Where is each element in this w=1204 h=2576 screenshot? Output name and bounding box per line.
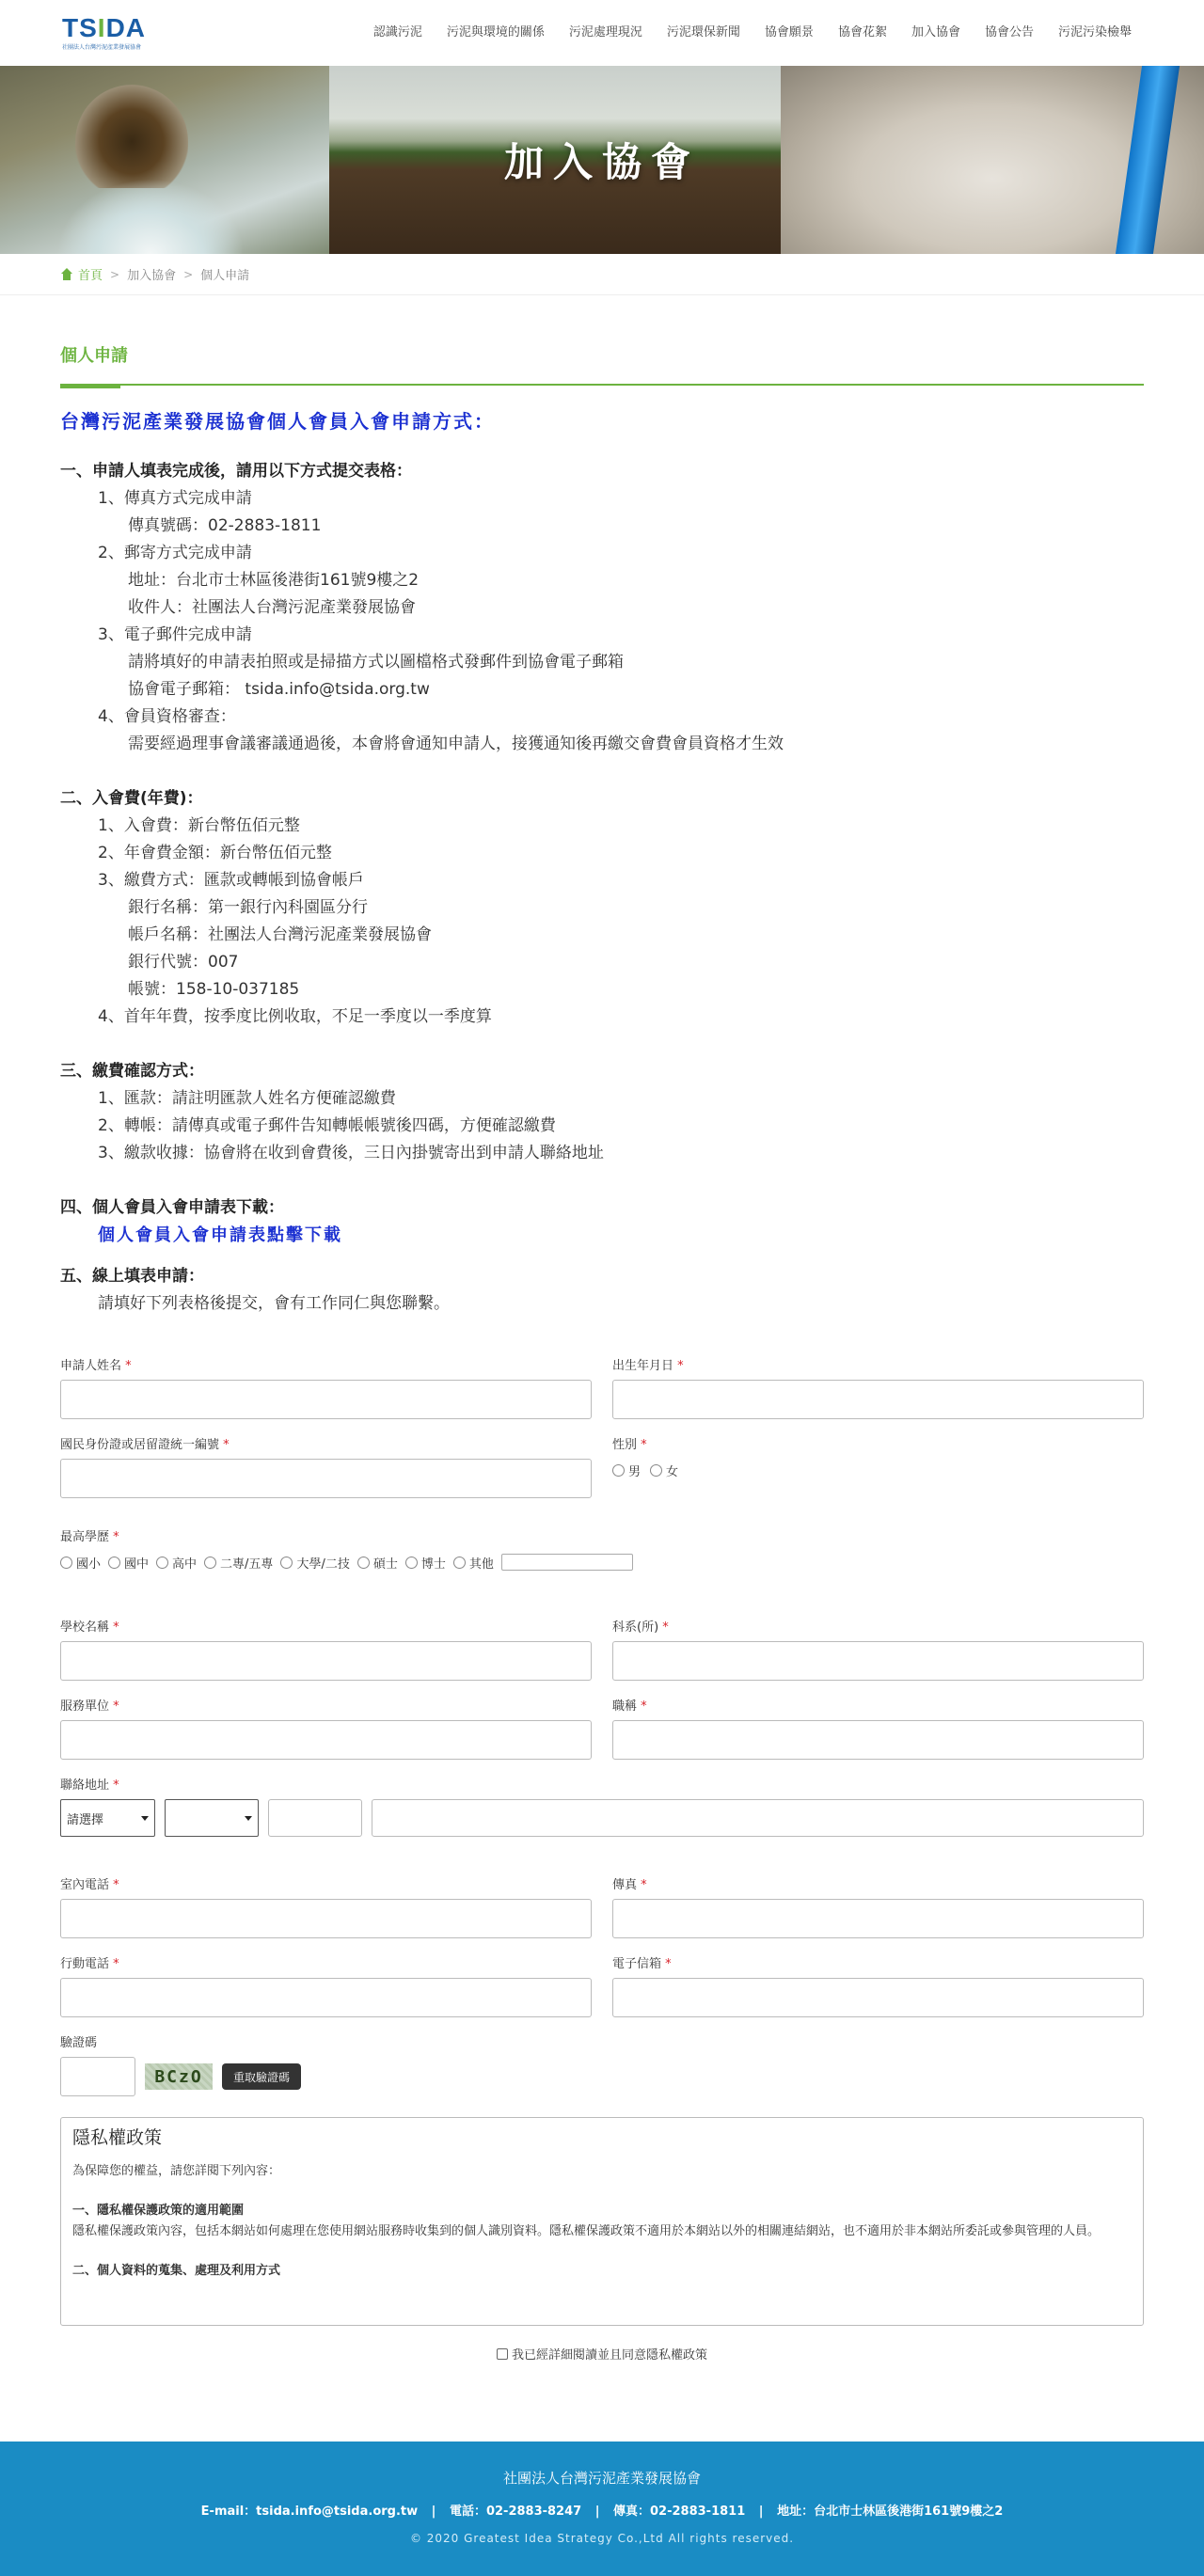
download-form-link[interactable]: 個人會員入會申請表點擊下載 <box>98 1225 342 1245</box>
list-item: 2、轉帳：請傳真或電子郵件告知轉帳帳號後四碼，方便確認繳費 <box>98 1116 556 1135</box>
job-title-input[interactable] <box>612 1720 1144 1760</box>
list-subitem: 銀行代號：007 <box>128 953 239 972</box>
nav-item-join[interactable]: 加入協會 <box>911 25 960 40</box>
reload-captcha-button[interactable]: 重取驗證碼 <box>222 2063 301 2090</box>
breadcrumb <box>0 254 1204 295</box>
list-subitem: 請將填好的申請表拍照或是掃描方式以圖檔格式發郵件到協會電子郵箱 <box>128 653 624 672</box>
department-label: 科系(所) * <box>612 1620 669 1635</box>
school-input[interactable] <box>60 1641 592 1681</box>
address-fields <box>60 1799 1144 1837</box>
district-select[interactable] <box>165 1799 259 1837</box>
job-title-label: 職稱 * <box>612 1699 647 1714</box>
page-title: 個人申請 <box>60 342 1144 386</box>
list-subitem: 協會電子郵箱： tsida.info@tsida.org.tw <box>128 680 430 699</box>
education-other-input[interactable] <box>501 1554 633 1571</box>
gender-radio-female[interactable]: 女 <box>650 1462 678 1479</box>
gender-label: 性別 * <box>612 1438 647 1452</box>
education-radio-other[interactable]: 其他 <box>453 1554 494 1572</box>
privacy-section-2 <box>72 2261 1132 2282</box>
logo-mark: TSIDA <box>62 12 147 42</box>
section-payment-confirm <box>60 1058 1144 1167</box>
phone-label: 室內電話 * <box>60 1878 119 1892</box>
section-heading: 二、入會費(年費)： <box>60 789 203 808</box>
city-select[interactable]: 請選擇 <box>60 1799 155 1837</box>
main-content <box>0 342 1204 2363</box>
list-item: 4、首年年費，按季度比例收取，不足一季度以一季度算 <box>98 1007 492 1026</box>
name-label: 申請人姓名 * <box>60 1359 132 1373</box>
privacy-agree-checkbox[interactable] <box>497 2348 508 2360</box>
nav-item[interactable]: 污泥處理現況 <box>568 25 642 40</box>
gender-radio-group <box>612 1459 1144 1481</box>
gender-radio-male[interactable]: 男 <box>612 1462 641 1479</box>
birth-input[interactable] <box>612 1380 1144 1419</box>
breadcrumb-home[interactable]: 首頁 <box>60 265 103 283</box>
list-item: 2、郵寄方式完成申請 <box>98 544 252 562</box>
privacy-section-heading: 一、隱私權保護政策的適用範圍 <box>72 2204 245 2218</box>
nav-item[interactable]: 協會公告 <box>984 25 1034 40</box>
school-label: 學校名稱 * <box>60 1620 119 1635</box>
footer-fax: 傳真：02-2883-1811 <box>613 2505 746 2519</box>
street-address-input[interactable] <box>372 1799 1144 1837</box>
education-radio[interactable]: 二專/五專 <box>204 1554 273 1572</box>
privacy-policy-box[interactable] <box>60 2117 1144 2326</box>
education-label: 最高學歷 * <box>60 1530 119 1544</box>
chevron-down-icon <box>141 1816 149 1821</box>
application-instructions <box>60 458 1144 1318</box>
birth-label: 出生年月日 * <box>612 1359 684 1373</box>
nav-item[interactable]: 認識污泥 <box>372 25 422 40</box>
footer-separator: | <box>431 2505 436 2519</box>
list-item: 4、會員資格審查： <box>98 707 236 726</box>
education-group <box>60 1526 1144 1573</box>
fax-label: 傳真 * <box>612 1878 647 1892</box>
site-header <box>0 0 1204 66</box>
privacy-section-1 <box>72 2201 1132 2242</box>
section-heading: 四、個人會員入會申請表下載： <box>60 1198 284 1217</box>
site-logo[interactable] <box>62 12 184 51</box>
list-item: 3、電子郵件完成申請 <box>98 625 252 644</box>
education-radio-group <box>60 1551 1144 1573</box>
captcha-input[interactable] <box>60 2057 135 2096</box>
section-online <box>60 1263 1144 1318</box>
education-radio[interactable]: 碩士 <box>357 1554 398 1572</box>
education-radio[interactable]: 國中 <box>108 1554 149 1572</box>
footer-address: 地址：台北市士林區後港街161號9樓之2 <box>777 2505 1004 2519</box>
banner-title: 加入協會 <box>503 139 700 185</box>
chevron-right-icon: > <box>183 267 194 281</box>
email-label: 電子信箱 * <box>612 1957 672 1971</box>
chevron-right-icon: > <box>110 267 120 281</box>
education-radio[interactable]: 高中 <box>156 1554 197 1572</box>
employer-input[interactable] <box>60 1720 592 1760</box>
education-radio[interactable]: 大學/二技 <box>280 1554 349 1572</box>
captcha-group <box>60 2032 1144 2096</box>
nav-item[interactable]: 污泥環保新聞 <box>666 25 740 40</box>
education-radio[interactable]: 國小 <box>60 1554 101 1572</box>
nav-item[interactable]: 協會願景 <box>764 25 814 40</box>
section-download <box>60 1194 1144 1250</box>
footer-copyright: © 2020 Greatest Idea Strategy Co.,Ltd All rights reserved. <box>409 2532 795 2545</box>
list-item: 3、繳費方式：匯款或轉帳到協會帳戶 <box>98 871 364 890</box>
breadcrumb-join[interactable]: 加入協會 <box>127 269 177 283</box>
nav-item[interactable]: 協會花絮 <box>837 25 887 40</box>
section-heading: 五、線上填表申請： <box>60 1267 204 1286</box>
section-submit <box>60 458 1144 758</box>
footer-email: E-mail：tsida.info@tsida.org.tw <box>200 2505 419 2519</box>
online-instruction: 請填好下列表格後提交，會有工作同仁與您聯繫。 <box>98 1294 450 1313</box>
email-input[interactable] <box>612 1978 1144 2017</box>
list-subitem: 帳號：158-10-037185 <box>128 980 300 999</box>
list-subitem: 地址：台北市士林區後港街161號9樓之2 <box>128 571 420 590</box>
id-number-label: 國民身份證或居留證統一編號 * <box>60 1438 230 1452</box>
footer-org-name: 社團法人台灣污泥產業發展協會 <box>502 2470 701 2487</box>
nav-item[interactable]: 污泥污染檢舉 <box>1057 25 1132 40</box>
list-subitem: 需要經過理事會議審議通過後，本會將會通知申請人，接獲通知後再繳交會費會員資格才生效 <box>128 735 784 753</box>
mobile-input[interactable] <box>60 1978 592 2017</box>
chevron-down-icon <box>245 1816 252 1821</box>
employer-label: 服務單位 * <box>60 1699 119 1714</box>
home-icon <box>60 268 73 281</box>
footer-separator: | <box>594 2505 600 2519</box>
captcha-label: 驗證碼 <box>60 2036 98 2050</box>
footer-separator: | <box>758 2505 764 2519</box>
privacy-section-body: 隱私權保護政策內容，包括本網站如何處理在您使用網站服務時收集到的個人識別資料。隱私權保護政策不適用於本網站以外的相關連結網站，也不適用於非本網站所委託或參與管理的人員。 <box>72 2224 1101 2238</box>
list-item: 1、傳真方式完成申請 <box>98 489 252 508</box>
nav-item[interactable]: 污泥與環境的關係 <box>446 25 545 40</box>
main-nav <box>361 0 1144 66</box>
privacy-agree[interactable] <box>60 2345 1144 2363</box>
list-item: 1、匯款：請註明匯款人姓名方便確認繳費 <box>98 1089 396 1108</box>
application-form <box>60 1355 1144 2363</box>
fax-input[interactable] <box>612 1899 1144 1938</box>
list-subitem: 傳真號碼：02-2883-1811 <box>128 516 322 535</box>
education-radio[interactable]: 博士 <box>405 1554 446 1572</box>
privacy-title: 隱私權政策 <box>72 2127 163 2148</box>
name-input[interactable] <box>60 1380 592 1419</box>
footer-phone: 電話：02-2883-8247 <box>449 2505 582 2519</box>
captcha-image: BCzO <box>145 2063 213 2090</box>
site-footer <box>0 2442 1204 2576</box>
list-item: 1、入會費：新台幣伍佰元整 <box>98 816 300 835</box>
privacy-section-heading: 二、個人資料的蒐集、處理及利用方式 <box>72 2264 281 2278</box>
postal-code-input[interactable] <box>268 1799 362 1837</box>
department-input[interactable] <box>612 1641 1144 1681</box>
footer-contact <box>0 2501 1204 2519</box>
address-group <box>60 1775 1144 1837</box>
id-number-input[interactable] <box>60 1459 592 1498</box>
page-banner <box>0 66 1204 254</box>
list-subitem: 收件人：社團法人台灣污泥產業發展協會 <box>128 598 416 617</box>
privacy-intro: 為保障您的權益，請您詳閱下列內容： <box>72 2164 281 2178</box>
phone-input[interactable] <box>60 1899 592 1938</box>
section-fees <box>60 785 1144 1031</box>
breadcrumb-current: 個人申請 <box>200 269 250 283</box>
list-item: 2、年會費金額：新台幣伍佰元整 <box>98 844 332 862</box>
list-subitem: 帳戶名稱：社團法人台灣污泥產業發展協會 <box>128 925 432 944</box>
mobile-label: 行動電話 * <box>60 1957 119 1971</box>
section-heading: 三、繳費確認方式： <box>60 1062 204 1081</box>
list-subitem: 銀行名稱：第一銀行內科園區分行 <box>128 898 368 917</box>
intro-heading: 台灣污泥產業發展協會個人會員入會申請方式： <box>60 410 495 433</box>
section-heading: 一、申請人填表完成後，請用以下方式提交表格： <box>60 462 412 481</box>
privacy-agree-label: 我已經詳細閱讀並且同意隱私權政策 <box>511 2348 707 2363</box>
logo-subtitle: 社團法人台灣污泥產業發展協會 <box>62 43 142 51</box>
list-item: 3、繳款收據：協會將在收到會費後，三日內掛號寄出到申請人聯絡地址 <box>98 1144 604 1162</box>
address-label: 聯絡地址 * <box>60 1778 119 1793</box>
